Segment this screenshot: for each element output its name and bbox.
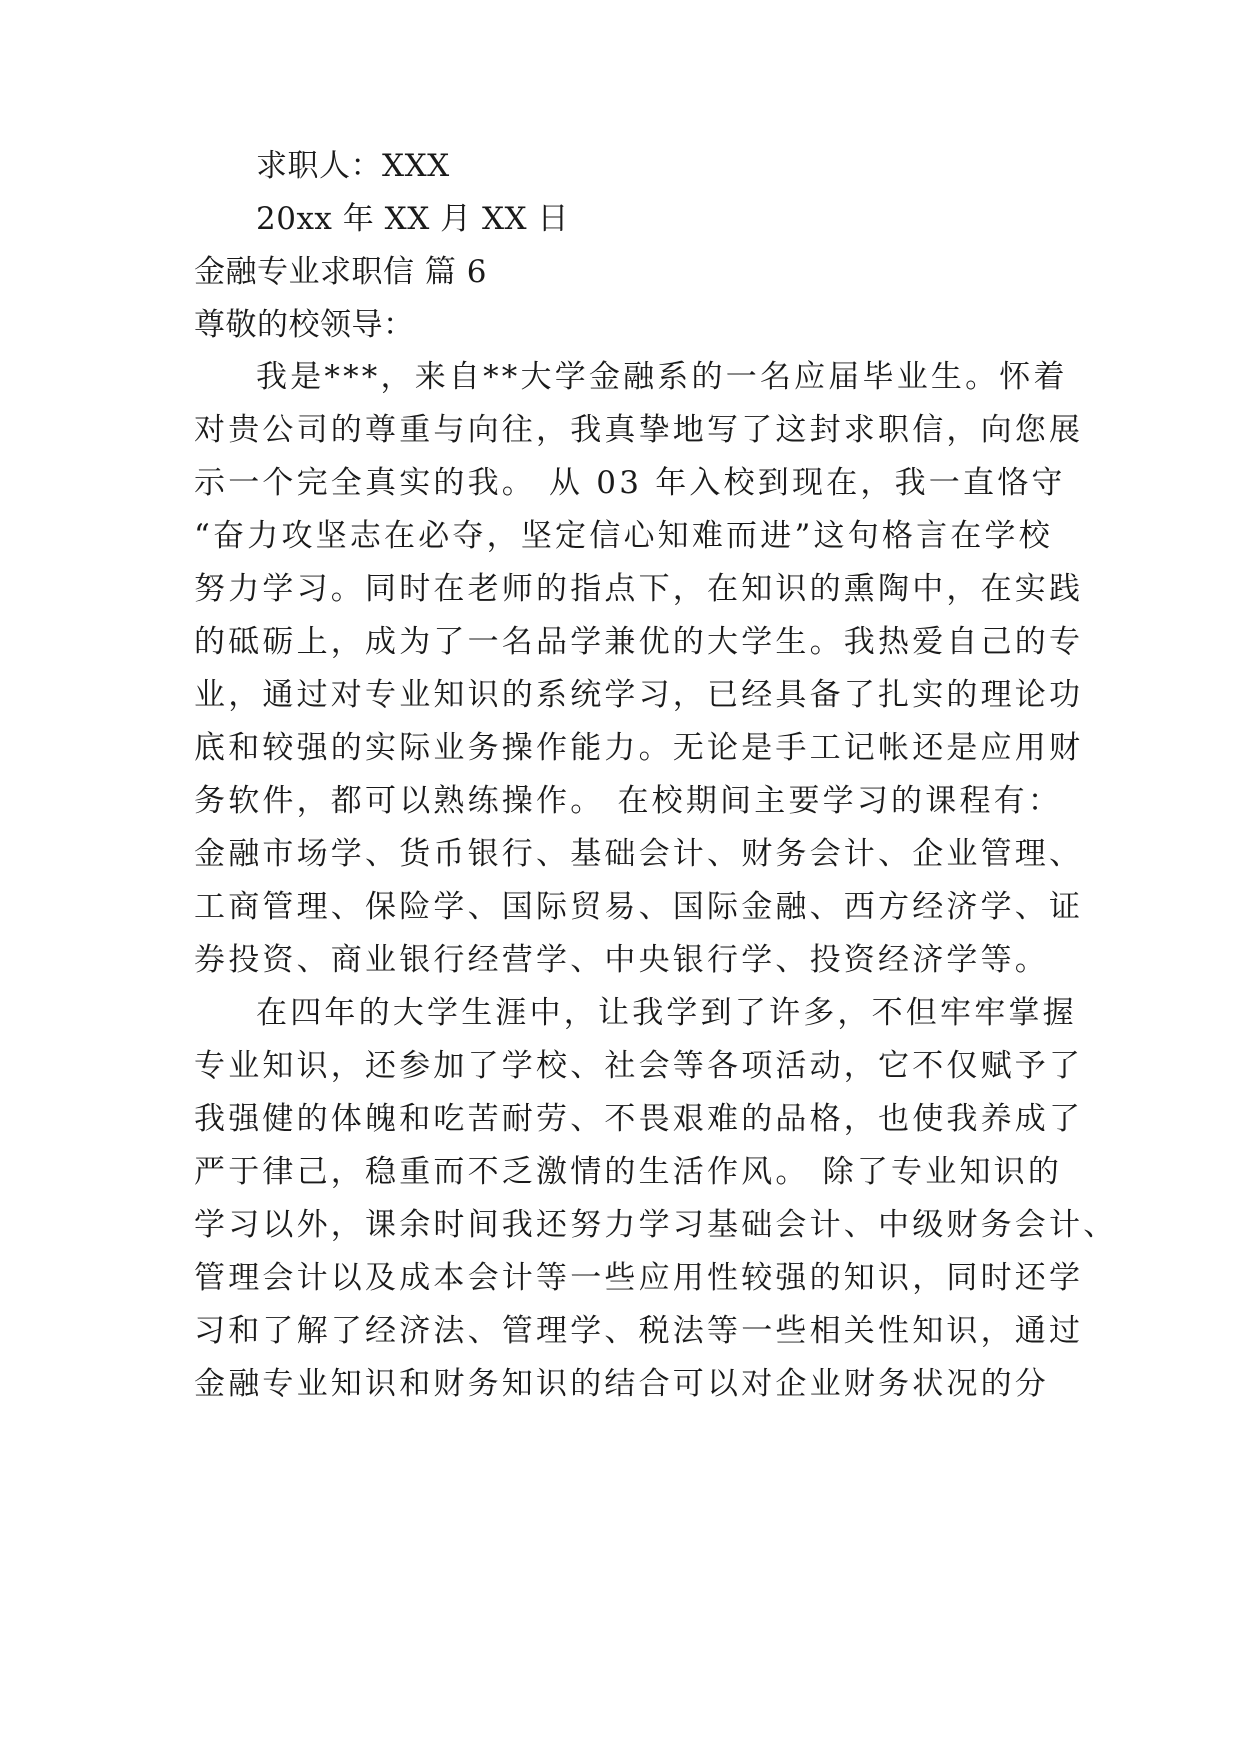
paragraph-1-line: 金融市场学、货币银行、基础会计、财务会计、企业管理、 (194, 836, 1084, 872)
paragraph-1-line: 业，通过对专业知识的系统学习，已经具备了扎实的理论功 (194, 677, 1084, 713)
paragraph-1-line: 对贵公司的尊重与向往，我真挚地写了这封求职信，向您展 (194, 412, 1084, 448)
applicant-line: 求职人：XXX (256, 148, 450, 184)
paragraph-1-line: 的砥砺上，成为了一名品学兼优的大学生。我热爱自己的专 (194, 624, 1084, 660)
paragraph-2-line: 我强健的体魄和吃苦耐劳、不畏艰难的品格，也使我养成了 (194, 1101, 1084, 1137)
salutation: 尊敬的校领导： (194, 307, 415, 343)
paragraph-1-line: 努力学习。同时在老师的指点下，在知识的熏陶中，在实践 (194, 571, 1084, 607)
paragraph-2-line: 专业知识，还参加了学校、社会等各项活动，它不仅赋予了 (194, 1048, 1084, 1084)
section-title: 金融专业求职信 篇 6 (194, 254, 487, 290)
paragraph-1-line: 底和较强的实际业务操作能力。无论是手工记帐还是应用财 (194, 730, 1084, 766)
paragraph-1-line: 工商管理、保险学、国际贸易、国际金融、西方经济学、证 (194, 889, 1084, 925)
paragraph-2-line: 管理会计以及成本会计等一些应用性较强的知识，同时还学 (194, 1260, 1084, 1296)
paragraph-2-line: 金融专业知识和财务知识的结合可以对企业财务状况的分 (194, 1366, 1049, 1402)
paragraph-2-line: 习和了解了经济法、管理学、税法等一些相关性知识，通过 (194, 1313, 1084, 1349)
paragraph-1-line: 务软件，都可以熟练操作。 在校期间主要学习的课程有： (194, 783, 1063, 819)
paragraph-1-line: 示一个完全真实的我。 从 03 年入校到现在，我一直恪守 (194, 465, 1066, 501)
paragraph-2-line: 学习以外，课余时间我还努力学习基础会计、中级财务会计、 (194, 1207, 1118, 1243)
paragraph-1-line: “奋力攻坚志在必夺，坚定信心知难而进”这句格言在学校 (194, 518, 1053, 554)
date-line: 20xx 年 XX 月 XX 日 (256, 201, 569, 237)
paragraph-2-line: 严于律己，稳重而不乏激情的生活作风。 除了专业知识的 (194, 1154, 1063, 1190)
paragraph-1-line: 我是***，来自**大学金融系的一名应届毕业生。怀着 (256, 359, 1068, 395)
paragraph-2-line: 在四年的大学生涯中，让我学到了许多，不但牢牢掌握 (256, 995, 1077, 1031)
paragraph-1-line: 券投资、商业银行经营学、中央银行学、投资经济学等。 (194, 942, 1049, 978)
